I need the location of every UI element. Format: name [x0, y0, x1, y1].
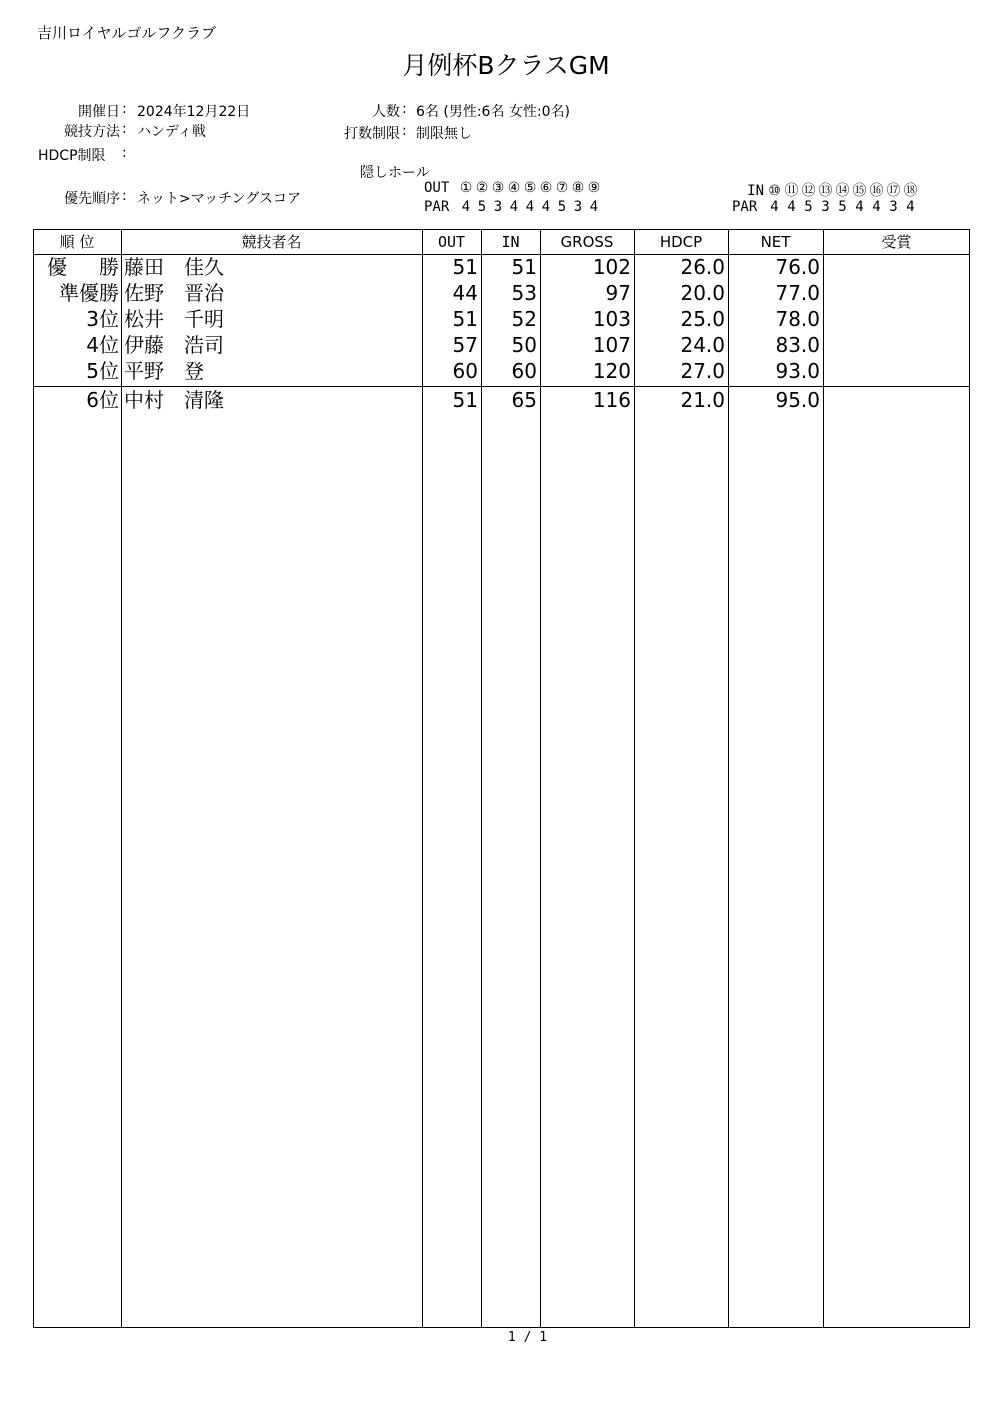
- header-net: NET: [760, 233, 791, 251]
- out-holes-label: OUT: [424, 180, 450, 196]
- gross-score: 107: [592, 333, 631, 357]
- header-rank: 順 位: [59, 233, 95, 251]
- out-score: 51: [452, 255, 478, 279]
- par-value: 4: [509, 199, 519, 215]
- rank-cell: 優 勝: [47, 255, 119, 279]
- hole-number: ⑫: [801, 183, 816, 199]
- par-value: 4: [541, 199, 551, 215]
- net-score: 77.0: [775, 281, 820, 305]
- par-value: 3: [821, 199, 830, 215]
- in-score: 53: [511, 281, 537, 305]
- in-score: 52: [511, 307, 537, 331]
- hdcp-colon: :: [122, 145, 127, 161]
- gross-score: 120: [592, 359, 631, 383]
- par-value: 4: [872, 199, 881, 215]
- players-colon: :: [402, 101, 407, 117]
- stroke-limit-colon: :: [402, 123, 407, 139]
- out-holes-row: [424, 180, 602, 196]
- in-par-row: [732, 199, 919, 215]
- net-score: 95.0: [775, 388, 820, 412]
- date-colon: :: [122, 101, 127, 117]
- player-name: 松井 千明: [124, 307, 224, 331]
- gross-score: 97: [605, 281, 631, 305]
- page-title: 月例杯BクラスGM: [402, 51, 610, 80]
- in-holes-row: [732, 180, 919, 200]
- hole-number: ⑪: [784, 183, 799, 199]
- player-name: 佐野 晋治: [124, 281, 224, 305]
- net-score: 76.0: [775, 255, 820, 279]
- date-value: 2024年12月22日: [137, 104, 251, 120]
- hole-number: ⑬: [818, 183, 833, 199]
- hdcp-value: 26.0: [680, 255, 725, 279]
- out-score: 60: [452, 359, 478, 383]
- header-in: IN: [501, 233, 520, 251]
- par-value: 4: [787, 199, 796, 215]
- hole-number: ⑥: [539, 180, 553, 196]
- out-par-label: PAR: [424, 199, 450, 215]
- out-par-row: [424, 199, 602, 215]
- rank-cell: 6位: [86, 388, 119, 412]
- hdcp-value: 21.0: [680, 388, 725, 412]
- club-name: 吉川ロイヤルゴルフクラブ: [37, 24, 216, 42]
- gross-score: 103: [592, 307, 631, 331]
- in-score: 51: [511, 255, 537, 279]
- header-player: 競技者名: [241, 233, 302, 251]
- hole-number: ⑨: [587, 180, 601, 196]
- hole-number: ⑱: [903, 183, 918, 199]
- hdcp-value: 25.0: [680, 307, 725, 331]
- priority-value: ネット>マッチングスコア: [137, 191, 302, 207]
- in-holes-label: IN: [747, 183, 764, 199]
- par-value: 4: [461, 199, 471, 215]
- stroke-limit-label: 打数制限: [344, 126, 400, 142]
- player-name: 中村 清隆: [124, 388, 224, 412]
- hole-number: ⑩: [768, 183, 781, 199]
- par-value: 5: [804, 199, 813, 215]
- method-label: 競技方法: [64, 124, 120, 140]
- player-name: 藤田 佳久: [124, 255, 224, 279]
- in-score: 65: [511, 388, 537, 412]
- rank-cell: 準優勝: [59, 281, 119, 305]
- hole-number: ⑯: [869, 183, 884, 199]
- par-value: 4: [855, 199, 864, 215]
- hole-number: ①: [459, 180, 473, 196]
- hole-number: ⑦: [555, 180, 569, 196]
- hdcp-label: HDCP制限: [38, 148, 106, 164]
- hole-number: ⑭: [835, 183, 850, 199]
- rank-cell: 3位: [86, 307, 119, 331]
- hole-number: ⑤: [523, 180, 537, 196]
- hdcp-value: 20.0: [680, 281, 725, 305]
- gross-score: 116: [592, 388, 631, 412]
- players-label: 人数: [372, 104, 400, 120]
- hole-number: ⑮: [852, 183, 867, 199]
- hidden-holes-label: 隠しホール: [360, 165, 430, 181]
- header-out: OUT: [437, 233, 466, 251]
- par-value: 5: [477, 199, 487, 215]
- rank-cell: 4位: [86, 333, 119, 357]
- out-score: 44: [452, 281, 478, 305]
- par-value: 3: [493, 199, 503, 215]
- net-score: 83.0: [775, 333, 820, 357]
- column-divider: [121, 229, 122, 1328]
- method-value: ハンディ戦: [137, 124, 206, 140]
- par-value: 5: [557, 199, 567, 215]
- rank-cell: 5位: [86, 359, 119, 383]
- hole-number: ⑧: [571, 180, 585, 196]
- header-hdcp: HDCP: [659, 233, 703, 251]
- out-score: 57: [452, 333, 478, 357]
- date-label: 開催日: [78, 104, 120, 120]
- hole-number: ⑰: [886, 183, 901, 199]
- header-gross: GROSS: [560, 233, 614, 251]
- column-divider: [823, 229, 824, 1328]
- priority-label: 優先順序: [64, 191, 120, 207]
- hole-number: ④: [507, 180, 521, 196]
- hdcp-value: 24.0: [680, 333, 725, 357]
- method-colon: :: [122, 121, 127, 137]
- par-value: 5: [838, 199, 847, 215]
- priority-colon: :: [122, 188, 127, 204]
- header-award: 受賞: [881, 233, 912, 251]
- hdcp-value: 27.0: [680, 359, 725, 383]
- par-value: 4: [770, 199, 779, 215]
- net-score: 93.0: [775, 359, 820, 383]
- player-name: 伊藤 浩司: [124, 333, 224, 357]
- out-score: 51: [452, 388, 478, 412]
- hole-number: ③: [491, 180, 505, 196]
- in-score: 50: [511, 333, 537, 357]
- par-value: 4: [525, 199, 535, 215]
- gross-score: 102: [592, 255, 631, 279]
- players-value: 6名 (男性:6名 女性:0名): [416, 104, 570, 120]
- out-score: 51: [452, 307, 478, 331]
- stroke-limit-value: 制限無し: [416, 126, 472, 142]
- page-number: 1 / 1: [507, 1330, 548, 1345]
- in-score: 60: [511, 359, 537, 383]
- hole-number: ②: [475, 180, 489, 196]
- player-name: 平野 登: [124, 359, 204, 383]
- net-score: 78.0: [775, 307, 820, 331]
- par-value: 4: [906, 199, 915, 215]
- par-value: 4: [589, 199, 599, 215]
- par-value: 3: [573, 199, 583, 215]
- in-par-label: PAR: [732, 199, 758, 215]
- par-value: 3: [889, 199, 898, 215]
